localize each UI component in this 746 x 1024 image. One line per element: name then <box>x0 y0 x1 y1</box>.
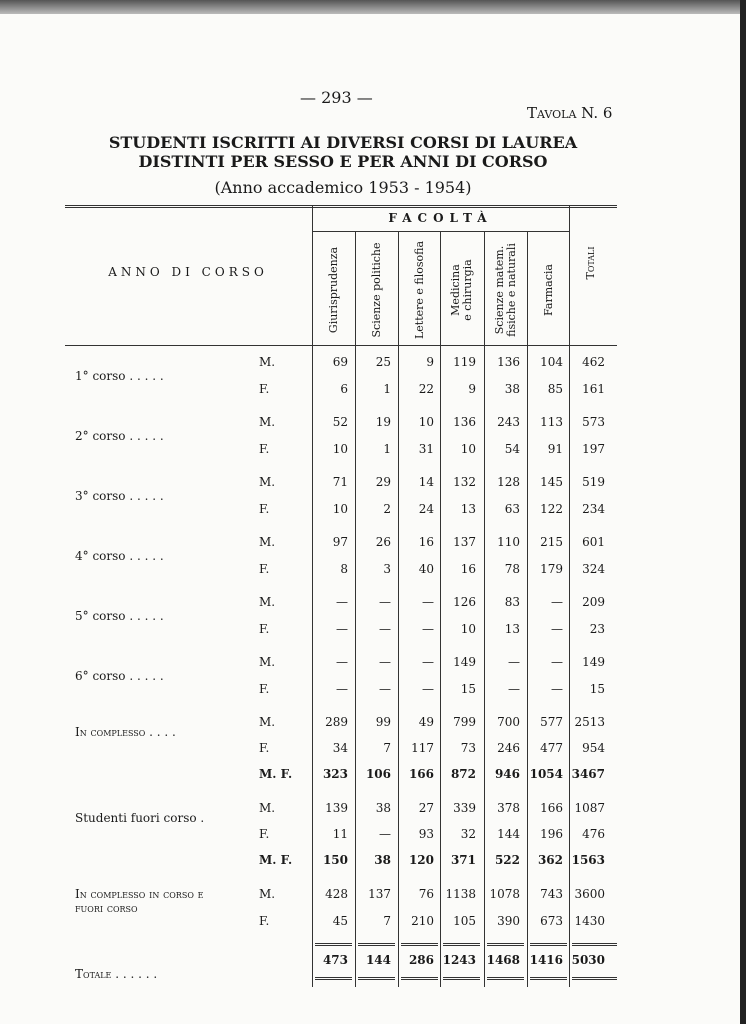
title-line-2: DISTINTI PER SESSO E PER ANNI DI CORSO <box>138 152 548 171</box>
table-cell: 10 <box>460 622 476 636</box>
row-group-label: 3° corso . . . . . <box>75 489 164 503</box>
table-cell: 40 <box>418 562 434 576</box>
column-header <box>398 235 441 345</box>
table-cell: — <box>508 655 520 669</box>
table-cell: 113 <box>540 415 563 429</box>
totals-column-header <box>569 213 612 313</box>
table-cell: 700 <box>497 715 520 729</box>
table-cell: 91 <box>547 442 563 456</box>
sex-label: M. F. <box>259 767 293 781</box>
table-cell: 13 <box>504 622 520 636</box>
table-cell: 120 <box>408 853 434 867</box>
table-cell: 34 <box>332 741 348 755</box>
table-cell: 946 <box>494 767 520 781</box>
row-total-cell: 161 <box>582 382 605 396</box>
table-cell: 286 <box>408 953 434 967</box>
column-rule <box>527 231 528 987</box>
sex-label: F. <box>259 442 270 456</box>
sex-label: M. <box>259 715 276 729</box>
table-cell: 243 <box>497 415 520 429</box>
table-cell: 7 <box>383 914 391 928</box>
table-cell: 215 <box>540 535 563 549</box>
table-cell: 106 <box>365 767 391 781</box>
table-cell: — <box>336 655 348 669</box>
table-cell: 16 <box>460 562 476 576</box>
row-total-cell: 462 <box>582 355 605 369</box>
table-cell: 16 <box>418 535 434 549</box>
totals-header-label: Totali <box>583 246 597 280</box>
column-header <box>355 235 398 345</box>
row-group-label: 6° corso . . . . . <box>75 669 164 683</box>
total-rule <box>530 977 567 980</box>
table-cell: — <box>551 595 563 609</box>
table-cell: 323 <box>322 767 348 781</box>
column-rule <box>355 231 356 987</box>
table-cell: — <box>336 622 348 636</box>
total-rule <box>401 943 438 946</box>
row-total-cell: 954 <box>582 741 605 755</box>
table-cell: 166 <box>540 801 563 815</box>
table-cell: 1243 <box>442 953 476 967</box>
table-cell: 11 <box>332 827 348 841</box>
row-total-cell: 3467 <box>571 767 605 781</box>
table-cell: — <box>379 595 391 609</box>
title-line-1: STUDENTI ISCRITTI AI DIVERSI CORSI DI LAUREA <box>108 133 578 152</box>
table-cell: — <box>422 622 434 636</box>
column-header-label: Farmacia <box>541 264 555 316</box>
column-header <box>440 235 483 345</box>
table-cell: 27 <box>418 801 434 815</box>
row-total-cell: 1563 <box>571 853 605 867</box>
column-header-label: Scienze politiche <box>369 242 383 338</box>
table-cell: — <box>551 682 563 696</box>
column-rule <box>398 231 399 987</box>
table-cell: — <box>336 595 348 609</box>
table-cell: 32 <box>460 827 476 841</box>
table-cell: 29 <box>375 475 391 489</box>
table-cell: 71 <box>332 475 348 489</box>
table-cell: 54 <box>504 442 520 456</box>
table-cell: 10 <box>418 415 434 429</box>
table-cell: 150 <box>322 853 348 867</box>
column-header <box>484 235 527 345</box>
table-cell: 8 <box>340 562 348 576</box>
table-cell: — <box>551 622 563 636</box>
sex-label: M. <box>259 535 276 549</box>
faculty-group-header: FACOLTÀ <box>388 211 493 225</box>
table-cell: — <box>336 682 348 696</box>
sex-label: M. <box>259 655 276 669</box>
table-cell: 378 <box>497 801 520 815</box>
table-cell: 390 <box>497 914 520 928</box>
table-cell: 24 <box>418 502 434 516</box>
row-total-cell: 1087 <box>574 801 605 815</box>
subtitle: (Anno accademico 1953 - 1954) <box>214 178 472 197</box>
row-total-cell: 209 <box>582 595 605 609</box>
table-cell: 2 <box>383 502 391 516</box>
table-cell: — <box>422 682 434 696</box>
table-cell: 126 <box>453 595 476 609</box>
table-cell: 144 <box>497 827 520 841</box>
table-cell: 132 <box>453 475 476 489</box>
table-cell: 14 <box>418 475 434 489</box>
row-group-label: Studenti fuori corso . <box>75 811 205 825</box>
table-cell: 473 <box>322 953 348 967</box>
table-cell: 136 <box>497 355 520 369</box>
table-reference: Tavola N. 6 <box>527 104 613 122</box>
column-rule <box>484 231 485 987</box>
table-cell: 22 <box>418 382 434 396</box>
table-cell: 38 <box>504 382 520 396</box>
table-cell: 69 <box>332 355 348 369</box>
table-cell: 522 <box>494 853 520 867</box>
row-group-label: Totale . . . . . . <box>75 967 158 981</box>
total-rule <box>487 977 524 980</box>
sex-label: F. <box>259 382 270 396</box>
scan-edge <box>740 0 746 1024</box>
table-cell: 3 <box>383 562 391 576</box>
sex-label: F. <box>259 622 270 636</box>
table-cell: 83 <box>504 595 520 609</box>
table-cell: 38 <box>375 801 391 815</box>
table-cell: 122 <box>540 502 563 516</box>
table-cell: 31 <box>418 442 434 456</box>
sex-label: F. <box>259 502 270 516</box>
table-cell: 137 <box>453 535 476 549</box>
table-cell: 52 <box>332 415 348 429</box>
table-cell: 428 <box>325 887 348 901</box>
row-header-label: ANNO DI CORSO <box>108 265 268 279</box>
sex-label: F. <box>259 827 270 841</box>
total-rule <box>315 977 352 980</box>
table-cell: 10 <box>332 502 348 516</box>
row-total-cell: 2513 <box>574 715 605 729</box>
page-number: — 293 — <box>300 88 373 107</box>
table-cell: 110 <box>497 535 520 549</box>
table-cell: 128 <box>497 475 520 489</box>
total-rule <box>315 943 352 946</box>
table-cell: 743 <box>540 887 563 901</box>
table-cell: 104 <box>540 355 563 369</box>
table-cell: 246 <box>497 741 520 755</box>
table-cell: 19 <box>375 415 391 429</box>
table-cell: 117 <box>411 741 434 755</box>
column-header-label: Medicina e chirurgia <box>448 259 474 321</box>
table-cell: — <box>379 655 391 669</box>
table-cell: 10 <box>460 442 476 456</box>
table-cell: 49 <box>418 715 434 729</box>
row-group-label: 2° corso . . . . . <box>75 429 164 443</box>
table-cell: 799 <box>453 715 476 729</box>
table-cell: 78 <box>504 562 520 576</box>
table-cell: 13 <box>460 502 476 516</box>
table-cell: 45 <box>332 914 348 928</box>
row-group-label: 5° corso . . . . . <box>75 609 164 623</box>
table-cell: 289 <box>325 715 348 729</box>
total-rule <box>443 977 480 980</box>
table-cell: 7 <box>383 741 391 755</box>
table-cell: 166 <box>408 767 434 781</box>
row-total-cell: 601 <box>582 535 605 549</box>
sex-label: F. <box>259 914 270 928</box>
table-cell: 1 <box>383 442 391 456</box>
table-cell: 145 <box>540 475 563 489</box>
table-cell: 1138 <box>445 887 476 901</box>
table-cell: 196 <box>540 827 563 841</box>
sex-label: M. <box>259 475 276 489</box>
table-cell: 362 <box>537 853 563 867</box>
table-cell: — <box>379 827 391 841</box>
sex-label: M. <box>259 415 276 429</box>
table-cell: 63 <box>504 502 520 516</box>
table-cell: 85 <box>547 382 563 396</box>
column-header <box>312 235 355 345</box>
table-cell: — <box>379 682 391 696</box>
row-total-cell: 15 <box>589 682 605 696</box>
row-total-cell: 476 <box>582 827 605 841</box>
header-rule <box>65 345 617 346</box>
table-cell: 105 <box>453 914 476 928</box>
scan-edge <box>0 0 746 14</box>
total-rule <box>358 943 395 946</box>
total-rule <box>572 977 617 980</box>
table-cell: 136 <box>453 415 476 429</box>
total-rule <box>358 977 395 980</box>
row-total-cell: 197 <box>582 442 605 456</box>
sex-label: F. <box>259 682 270 696</box>
table-cell: 210 <box>411 914 434 928</box>
row-total-cell: 573 <box>582 415 605 429</box>
table-cell: 1054 <box>529 767 563 781</box>
column-header-label: Scienze matem. fisiche e naturali <box>492 243 518 337</box>
table-cell: 577 <box>540 715 563 729</box>
table-cell: 99 <box>375 715 391 729</box>
table-cell: — <box>379 622 391 636</box>
table-top-rule <box>65 205 617 208</box>
sex-label: F. <box>259 741 270 755</box>
sex-label: F. <box>259 562 270 576</box>
row-total-cell: 23 <box>589 622 605 636</box>
total-rule <box>572 943 617 946</box>
table-cell: 76 <box>418 887 434 901</box>
table-cell: 25 <box>375 355 391 369</box>
sex-label: M. <box>259 595 276 609</box>
sex-label: M. <box>259 355 276 369</box>
row-group-label: In complesso . . . . <box>75 725 176 739</box>
table-cell: 38 <box>374 853 391 867</box>
sex-label: M. F. <box>259 853 293 867</box>
table-cell: 144 <box>365 953 391 967</box>
total-rule <box>487 943 524 946</box>
row-total-cell: 149 <box>582 655 605 669</box>
table-cell: 6 <box>340 382 348 396</box>
column-rule <box>440 231 441 987</box>
column-header-label: Lettere e filosofia <box>412 240 426 340</box>
table-cell: 73 <box>460 741 476 755</box>
total-rule <box>443 943 480 946</box>
sex-label: M. <box>259 801 276 815</box>
table-cell: 137 <box>368 887 391 901</box>
total-rule <box>401 977 438 980</box>
row-total-cell: 519 <box>582 475 605 489</box>
column-header <box>527 235 570 345</box>
row-total-cell: 1430 <box>574 914 605 928</box>
table-cell: 9 <box>468 382 476 396</box>
table-cell: — <box>422 595 434 609</box>
table-cell: 139 <box>325 801 348 815</box>
table-cell: 179 <box>540 562 563 576</box>
table-cell: 1078 <box>489 887 520 901</box>
row-total-cell: 234 <box>582 502 605 516</box>
table-cell: 673 <box>540 914 563 928</box>
table-cell: 339 <box>453 801 476 815</box>
row-total-cell: 324 <box>582 562 605 576</box>
table-cell: 477 <box>540 741 563 755</box>
table-cell: 9 <box>426 355 434 369</box>
table-cell: 26 <box>375 535 391 549</box>
row-total-cell: 5030 <box>571 953 605 967</box>
table-cell: 93 <box>418 827 434 841</box>
table-cell: — <box>422 655 434 669</box>
table-cell: 97 <box>332 535 348 549</box>
table-cell: 10 <box>332 442 348 456</box>
table-cell: — <box>551 655 563 669</box>
table-cell: — <box>508 682 520 696</box>
table-cell: 1 <box>383 382 391 396</box>
table-cell: 371 <box>450 853 476 867</box>
table-cell: 149 <box>453 655 476 669</box>
row-total-cell: 3600 <box>574 887 605 901</box>
table-cell: 119 <box>453 355 476 369</box>
sex-label: M. <box>259 887 276 901</box>
table-cell: 15 <box>460 682 476 696</box>
row-group-label: 1° corso . . . . . <box>75 369 164 383</box>
row-group-label: 4° corso . . . . . <box>75 549 164 563</box>
table-cell: 872 <box>450 767 476 781</box>
table-cell: 1416 <box>529 953 563 967</box>
row-group-label: In complesso in corso e fuori corso <box>75 887 204 915</box>
column-header-label: Giurisprudenza <box>326 246 340 334</box>
table-cell: 1468 <box>486 953 520 967</box>
total-rule <box>530 943 567 946</box>
